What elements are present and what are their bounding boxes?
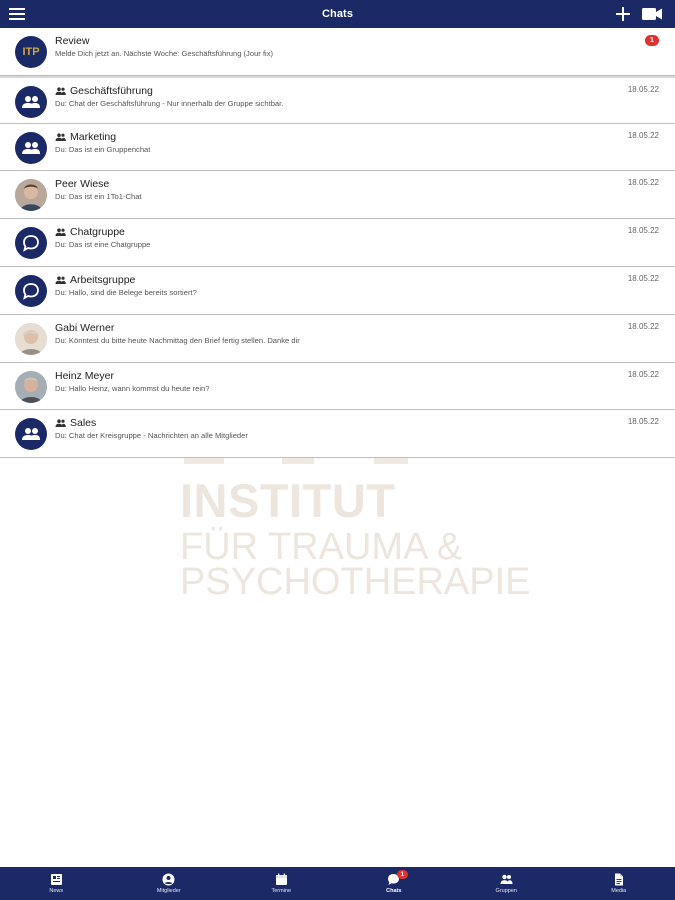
- watermark-logo: [180, 455, 540, 605]
- nav-label: Mitglieder: [156, 888, 181, 894]
- chat-item-heinz-meyer[interactable]: [0, 363, 675, 411]
- chat-preview: Du: Chat der Geschäftsführung - Nur innerhalb der Gruppe sichtbar.: [55, 98, 284, 108]
- nav-label: Termine: [271, 888, 292, 894]
- chat-name: Arbeitsgruppe: [70, 273, 136, 286]
- chat-name: Heinz Meyer: [55, 369, 114, 382]
- chat-preview: Du: Chat der Kreisgruppe - Nachrichten an alle Mitglieder: [55, 431, 248, 441]
- group-icon: [15, 132, 47, 164]
- group-icon: [55, 419, 66, 427]
- chat-name: Marketing: [70, 130, 117, 143]
- nav-item-media[interactable]: [563, 867, 675, 900]
- watermark-line-2: FÜR TRAUMA &: [180, 526, 463, 568]
- chat-name: Peer Wiese: [55, 178, 110, 191]
- bottom-nav: [0, 867, 675, 900]
- chat-item-marketing[interactable]: [0, 124, 675, 172]
- user-photo-avatar: [15, 323, 47, 355]
- page-title: Chats: [321, 8, 354, 20]
- nav-label: Gruppen: [495, 888, 517, 894]
- nav-item-news[interactable]: [0, 867, 113, 900]
- news-icon: [50, 873, 63, 886]
- account-circle-icon: [162, 873, 175, 886]
- group-icon: [55, 87, 66, 95]
- group-icon: [500, 873, 513, 886]
- group-icon: [15, 418, 47, 450]
- hamburger-icon[interactable]: [8, 6, 26, 22]
- nav-label: Media: [611, 888, 627, 894]
- user-photo-avatar: [15, 179, 47, 211]
- chat-preview: Du: Das ist eine Chatgruppe: [55, 240, 151, 250]
- plus-icon[interactable]: [615, 6, 631, 22]
- chat-preview: Du: Könntest du bitte heute Nachmittag den Brief fertig stellen. Danke dir: [55, 335, 300, 345]
- nav-item-gruppen[interactable]: [450, 867, 563, 900]
- chat-name: Sales: [70, 417, 97, 430]
- nav-label: News: [49, 888, 64, 894]
- chat-item-chatgruppe[interactable]: [0, 219, 675, 267]
- watermark-line-1: INSTITUT: [180, 474, 396, 527]
- chat-date: 18.05.22: [627, 226, 659, 236]
- video-camera-icon[interactable]: [641, 7, 663, 21]
- nav-item-chats[interactable]: [338, 867, 451, 900]
- calendar-icon: [275, 873, 288, 886]
- itp-logo-avatar: ITP: [15, 36, 47, 68]
- group-icon: [55, 133, 66, 141]
- chat-name: Review: [55, 35, 90, 47]
- chat-preview: Du: Hallo Heinz, wann kommst du heute rein?: [55, 383, 210, 393]
- chat-date: 18.05.22: [627, 130, 659, 140]
- group-icon: [15, 86, 47, 118]
- chat-name: Geschäftsführung: [70, 84, 153, 97]
- chat-item-sales[interactable]: [0, 410, 675, 458]
- chat-item-gabi-werner[interactable]: [0, 315, 675, 363]
- chat-preview: Du: Hallo, sind die Belege bereits sortiert?: [55, 287, 197, 297]
- document-icon: [612, 873, 625, 886]
- chat-bubble-icon: [15, 275, 47, 307]
- chat-date: 18.05.22: [627, 417, 659, 427]
- unread-badge: 1: [397, 870, 408, 879]
- watermark-line-3: PSYCHOTHERAPIE: [180, 561, 531, 603]
- app-header: [0, 0, 675, 28]
- chat-date: 18.05.22: [627, 84, 659, 94]
- chat-item-peer-wiese[interactable]: [0, 171, 675, 219]
- chat-date: 18.05.22: [627, 321, 659, 331]
- group-icon: [55, 276, 66, 284]
- chat-item-review[interactable]: [0, 28, 675, 76]
- chat-date: 18.05.22: [627, 369, 659, 379]
- chat-date: 18.05.22: [627, 178, 659, 188]
- chat-item-geschaeftsfuehrung[interactable]: [0, 76, 675, 124]
- chat-item-arbeitsgruppe[interactable]: [0, 267, 675, 315]
- chat-name: Gabi Werner: [55, 321, 115, 334]
- chat-date: 18.05.22: [627, 273, 659, 283]
- chat-bubble-icon: [15, 227, 47, 259]
- chat-list: [0, 28, 675, 458]
- group-icon: [55, 228, 66, 236]
- unread-badge: 1: [645, 35, 659, 46]
- nav-item-termine[interactable]: [225, 867, 338, 900]
- nav-item-mitglieder[interactable]: [113, 867, 226, 900]
- chat-name: Chatgruppe: [70, 226, 125, 239]
- chat-preview: Du: Das ist ein 1To1-Chat: [55, 192, 142, 202]
- chat-preview: Melde Dich jetzt an. Nächste Woche: Geschäftsführung (Jour fix): [55, 49, 274, 58]
- user-photo-avatar: [15, 371, 47, 403]
- nav-label: Chats: [386, 888, 402, 894]
- chat-preview: Du: Das ist ein Gruppenchat: [55, 144, 151, 154]
